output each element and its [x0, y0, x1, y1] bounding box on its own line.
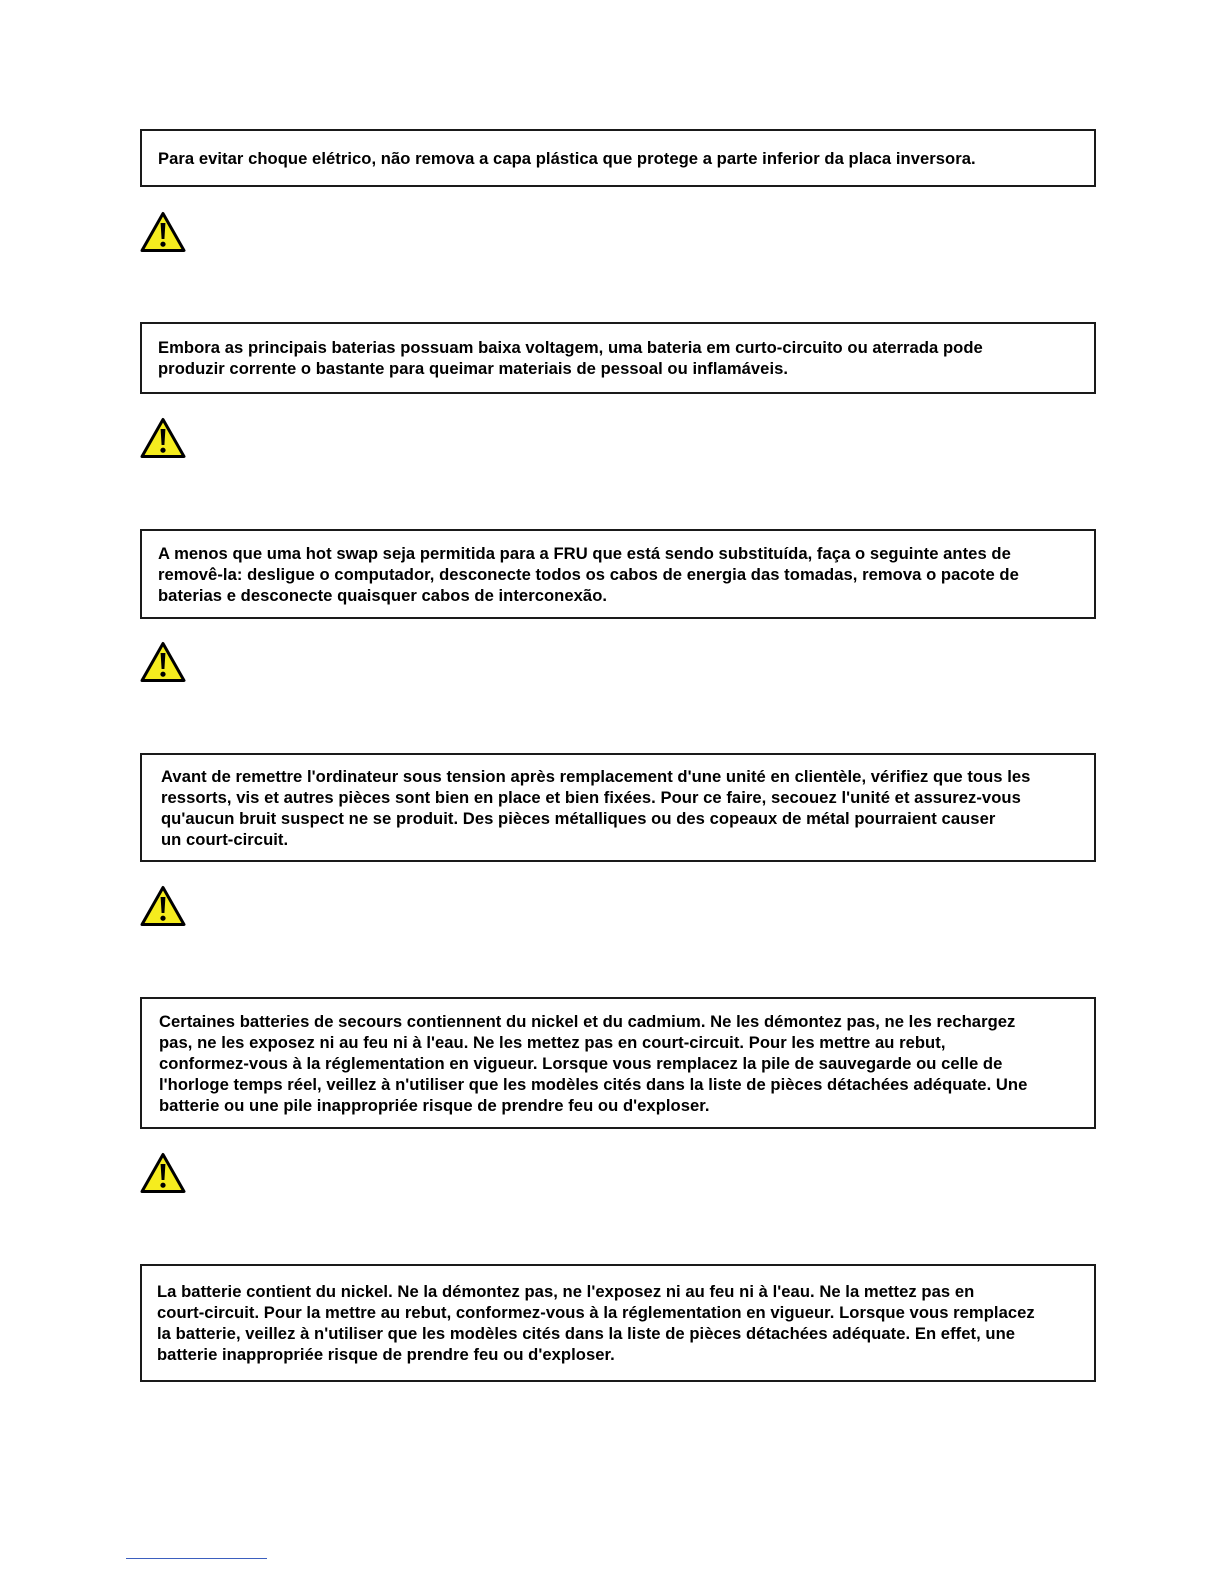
warning-triangle-icon: [140, 641, 186, 683]
caution-notice-text: A menos que uma hot swap seja permitida para a FRU que está sendo substituída, faça o seguinte antes de removê-la: desligue o computador, desconecte todos os cabos de energia das tomadas, remova o pacote de baterias e desconecte quaisquer cabos de interconexão.: [158, 543, 1019, 605]
footer-divider: [126, 1558, 267, 1559]
warning-triangle-icon: [140, 211, 186, 253]
caution-notice-text: La batterie contient du nickel. Ne la démontez pas, ne l'exposez ni au feu ni à l'eau. Ne la mettez pas en court-circuit. Pour la mettre au rebut, conformez-vous à la réglementation en vigueur. Lorsque vous remplacez la batterie, veillez à n'utiliser que les modèles cités dans la liste de pièces détachées adéquate. En effet, une batterie inappropriée risque de prendre feu ou d'exploser.: [157, 1282, 1035, 1364]
caution-notice-1: [140, 129, 1096, 187]
caution-notice-text: Avant de remettre l'ordinateur sous tension après remplacement d'une unité en clientèle, vérifiez que tous les ressorts, vis et autres pièces sont bien en place et bien fixées. Pour ce faire, secouez l'unité et assurez-vous qu'aucun bruit suspect ne se produit. Des pièces métalliques ou des copeaux de métal pourraient causer un court-circuit.: [161, 766, 1031, 849]
caution-notice-3: [140, 529, 1096, 619]
caution-notice-2: [140, 322, 1096, 394]
warning-triangle-icon: [140, 417, 186, 459]
warning-triangle-icon: [140, 1152, 186, 1194]
caution-notice-text: Certaines batteries de secours contiennent du nickel et du cadmium. Ne les démontez pas, ne les rechargez pas, ne les exposez ni au feu ni à l'eau. Ne les mettez pas en court-circuit. Pour les mettre au rebut, conformez-vous à la réglementation en vigueur. Lorsque vous remplacez la pile de sauvegarde ou celle de l'horloge temps réel, veillez à n'utiliser que les modèles cités dans la liste de pièces détachées adéquate. Une batterie ou une pile inappropriée risque de prendre feu ou d'exploser.: [159, 1011, 1028, 1115]
caution-notice-5: [140, 997, 1096, 1129]
caution-notice-6: [140, 1264, 1096, 1382]
caution-notice-text: Embora as principais baterias possuam baixa voltagem, uma bateria em curto-circuito ou aterrada pode produzir corrente o bastante para queimar materiais de pessoal ou inflamáveis.: [158, 338, 983, 378]
caution-notice-text: Para evitar choque elétrico, não remova a capa plástica que protege a parte inferior da placa inversora.: [158, 148, 976, 168]
caution-notice-4: [140, 753, 1096, 862]
warning-triangle-icon: [140, 885, 186, 927]
